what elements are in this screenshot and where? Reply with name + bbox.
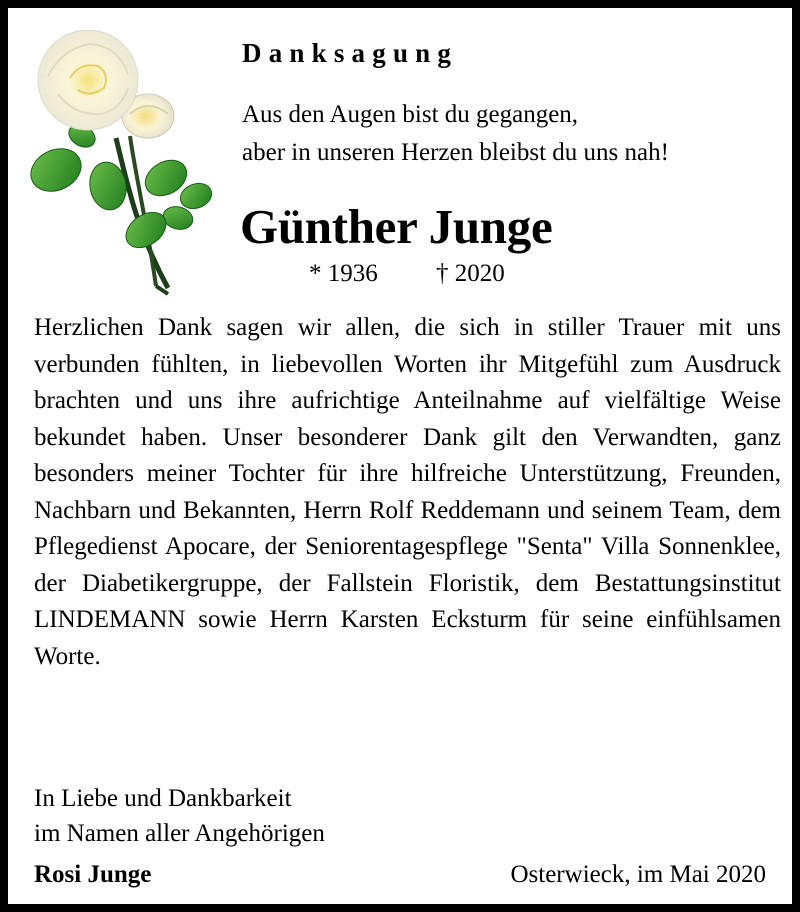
thanks-paragraph: Herzlichen Dank sagen wir allen, die sich in stiller Trauer mit uns verbunden fühlten, in liebevollen Worten ihr Mitgefühl zum Ausdruck brachten und uns ihre aufrichtige Anteilnahme auf vielfältige Weise bekundet haben. Unser besonderer Dank gilt den Verwandten, ganz besonders meiner Tochter für ihre hilfreiche Unterstützung, Freunden, Nachbarn und Bekannten, Herrn Rolf Reddemann und seinem Team, dem Pflegedienst Apocare, der Seniorentagespflege "Senta" Villa Sonnenklee, der Diabetikergruppe, der Fallstein Floristik, dem Bestattungsinstitut LINDEMANN sowie Herrn Karsten Ecksturm für seine einfühlsamen Worte. — [34, 314, 781, 670]
death-year: † 2020 — [436, 260, 505, 287]
verse — [242, 96, 669, 172]
signer-name: Rosi Junge — [34, 861, 152, 888]
verse-line: aber in unseren Herzen bleibst du uns nah! — [242, 139, 669, 166]
white-rose-icon — [18, 18, 218, 300]
deceased-name: Günther Junge — [240, 199, 553, 254]
closing-line: im Namen aller Angehörigen — [34, 820, 325, 847]
place-and-date: Osterwieck, im Mai 2020 — [510, 861, 766, 888]
closing-line: In Liebe und Dankbarkeit — [34, 785, 292, 812]
closing-lines — [34, 781, 325, 851]
birth-year: * 1936 — [309, 260, 378, 287]
verse-line: Aus den Augen bist du gegangen, — [242, 101, 579, 128]
heading-danksagung: Danksagung — [242, 38, 459, 68]
